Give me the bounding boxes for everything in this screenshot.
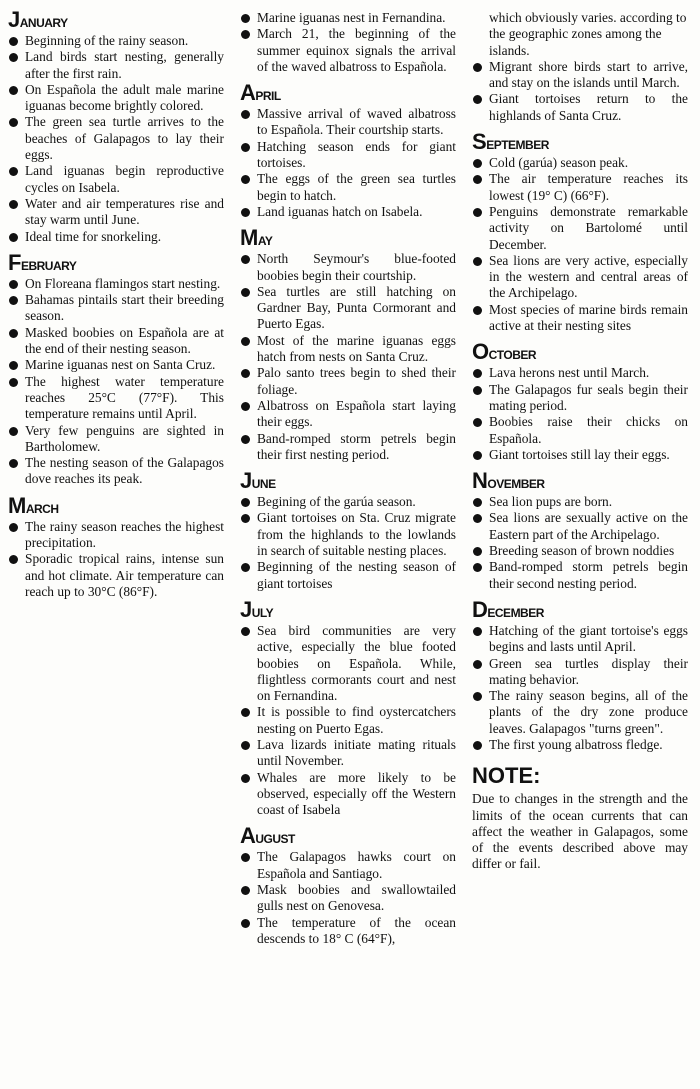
april-list <box>240 106 456 220</box>
list-item: Cold (garúa) season peak. <box>472 155 688 171</box>
list-item: The nesting season of the Galapagos dove reaches its peak. <box>8 455 224 488</box>
list-item: The temperature of the ocean descends to 18° C (64°F), <box>240 915 456 948</box>
list-item: Sporadic tropical rains, intense sun and hot climate. Air temperature can reach up to 30°C (86°F). <box>8 551 224 600</box>
list-item: The eggs of the green sea turtles begin to hatch. <box>240 171 456 204</box>
list-item: Marine iguanas nest on Santa Cruz. <box>8 357 224 373</box>
list-item: Sea lions are sexually active on the Eastern part of the Archipelago. <box>472 510 688 543</box>
list-item: Ideal time for snorkeling. <box>8 229 224 245</box>
list-item: Penguins demonstrate remarkable activity on Bartolomé until December. <box>472 204 688 253</box>
month-heading-october: October <box>472 339 537 365</box>
list-item: Most species of marine birds remain active at their nesting sites <box>472 302 688 335</box>
month-heading-may: May <box>240 225 273 251</box>
list-item: Sea turtles are still hatching on Gardner Bay, Punta Cormorant and Puerto Egas. <box>240 284 456 333</box>
list-item: The Galapagos fur seals begin their mating period. <box>472 382 688 415</box>
list-item: Bahamas pintails start their breeding season. <box>8 292 224 325</box>
november-list <box>472 494 688 592</box>
list-item: Beginning of the rainy season. <box>8 33 224 49</box>
list-item: On Floreana flamingos start nesting. <box>8 276 224 292</box>
list-item: Water and air temperatures rise and stay warm until June. <box>8 196 224 229</box>
list-item: Massive arrival of waved albatross to Española. Their courtship starts. <box>240 106 456 139</box>
month-heading-march: March <box>8 492 59 518</box>
list-item: Whales are more likely to be observed, especially off the Western coast of Isabela <box>240 770 456 819</box>
list-item: The first young albatross fledge. <box>472 737 688 753</box>
list-item: The Galapagos hawks court on Española and Santiago. <box>240 849 456 882</box>
list-item: Sea lion pups are born. <box>472 494 688 510</box>
list-item: Band-romped storm petrels begin their second nesting period. <box>472 559 688 592</box>
list-item: March 21, the beginning of the summer equinox signals the arrival of the waved albatross to Española. <box>240 26 456 75</box>
month-heading-november: November <box>472 468 545 494</box>
february-list <box>8 276 224 488</box>
note-text: Due to changes in the strength and the limits of the ocean currents that can affect the weather in Galapagos, some of the events described above may differ or fail. <box>472 791 688 872</box>
list-item: Begining of the garúa season. <box>240 494 456 510</box>
list-item: Land iguanas hatch on Isabela. <box>240 204 456 220</box>
list-item: The green sea turtle arrives to the beaches of Galapagos to lay their eggs. <box>8 114 224 163</box>
august-list <box>240 849 456 947</box>
list-item: The rainy season reaches the highest precipitation. <box>8 519 224 552</box>
list-item: Hatching season ends for giant tortoises. <box>240 139 456 172</box>
october-list <box>472 365 688 463</box>
list-item: On Española the adult male marine iguanas become brightly colored. <box>8 82 224 115</box>
month-heading-january: January <box>8 7 68 32</box>
list-item: Giant tortoises still lay their eggs. <box>472 447 688 463</box>
may-list <box>240 251 456 463</box>
list-item: Most of the marine iguanas eggs hatch from nests on Santa Cruz. <box>240 333 456 366</box>
list-item: Marine iguanas nest in Fernandina. <box>240 10 456 26</box>
list-item: Giant tortoises return to the highlands of Santa Cruz. <box>472 91 688 124</box>
list-item: Boobies raise their chicks on Española. <box>472 414 688 447</box>
list-item: Giant tortoises on Sta. Cruz migrate from the highlands to the lowlands in search of suitable nesting places. <box>240 510 456 559</box>
month-heading-july: July <box>240 596 274 622</box>
list-item: Migrant shore birds start to arrive, and stay on the islands until March. <box>472 59 688 92</box>
list-item: Band-romped storm petrels begin their first nesting period. <box>240 431 456 464</box>
list-item: Albatross on Española start laying their eggs. <box>240 398 456 431</box>
month-heading-february: February <box>8 249 77 275</box>
column-2 <box>240 10 456 947</box>
september-list <box>472 155 688 334</box>
list-item: The air temperature reaches its lowest (19° C) (66°F). <box>472 171 688 204</box>
list-item: Green sea turtles display their mating behavior. <box>472 656 688 689</box>
note-heading: NOTE: <box>472 763 541 789</box>
january-list <box>8 33 224 245</box>
month-heading-april: April <box>240 80 281 106</box>
list-item: Lava lizards initiate mating rituals until November. <box>240 737 456 770</box>
august-more-list <box>472 59 688 124</box>
list-item: The rainy season begins, all of the plants of the dry zone produce leaves. Galapagos "turns green". <box>472 688 688 737</box>
column-3 <box>472 10 688 873</box>
list-item: Land iguanas begin reproductive cycles on Isabela. <box>8 163 224 196</box>
list-item: Very few penguins are sighted in Bartholomew. <box>8 423 224 456</box>
month-heading-december: December <box>472 596 544 622</box>
march-continued-list <box>240 10 456 75</box>
list-item: Lava herons nest until March. <box>472 365 688 381</box>
list-item: It is possible to find oystercatchers nesting on Puerto Egas. <box>240 704 456 737</box>
list-item: Breeding season of brown noddies <box>472 543 688 559</box>
column-1 <box>8 7 224 600</box>
list-item: Palo santo trees begin to shed their foliage. <box>240 365 456 398</box>
june-list <box>240 494 456 592</box>
list-item: Sea bird communities are very active, especially the blue footed boobies on Española. While, flightless cormorants court and nest on Fernandina. <box>240 623 456 704</box>
list-item: Hatching of the giant tortoise's eggs begins and lasts until April. <box>472 623 688 656</box>
july-list <box>240 623 456 819</box>
list-item: North Seymour's blue-footed boobies begin their courtship. <box>240 251 456 284</box>
month-heading-august: August <box>240 823 295 849</box>
list-item: Sea lions are very active, especially in the western and central areas of the Archipelago. <box>472 253 688 302</box>
list-item: Mask boobies and swallowtailed gulls nest on Genovesa. <box>240 882 456 915</box>
list-item: The highest water temperature reaches 25°C (77°F). This temperature remains until April. <box>8 374 224 423</box>
march-list <box>8 519 224 600</box>
august-continued-text: which obviously varies. according to the geographic zones among the islands. <box>489 10 687 58</box>
list-item: Beginning of the nesting season of giant tortoises <box>240 559 456 592</box>
december-list <box>472 623 688 753</box>
month-heading-september: September <box>472 129 549 155</box>
month-heading-june: June <box>240 468 276 494</box>
list-item: Masked boobies on Española are at the end of their nesting season. <box>8 325 224 358</box>
list-item: Land birds start nesting, generally after the first rain. <box>8 49 224 82</box>
